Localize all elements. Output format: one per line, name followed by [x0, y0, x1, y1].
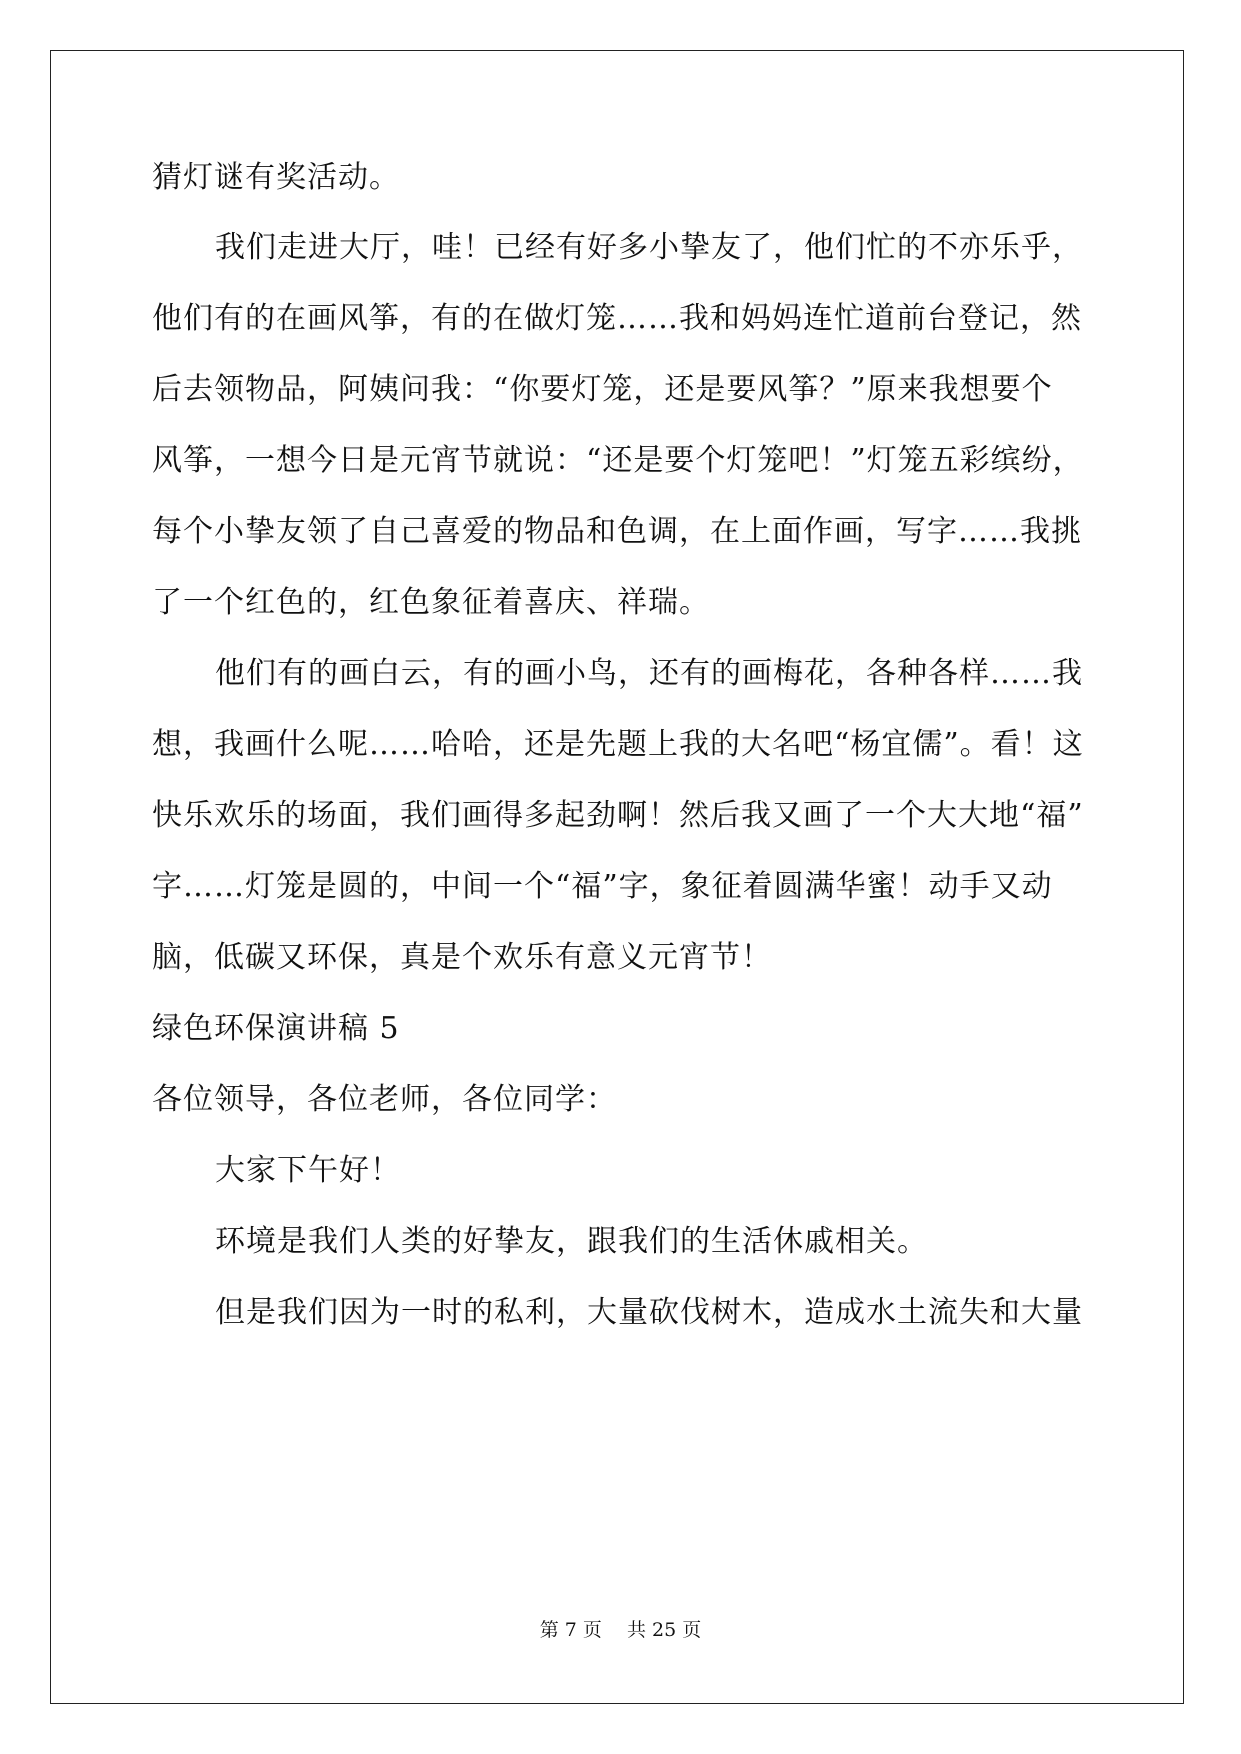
text-line: 猜灯谜有奖活动。 [152, 160, 400, 195]
salutation: 各位领导，各位老师，各位同学： [152, 1082, 617, 1117]
text-line: 风筝，一想今日是元宵节就说：“还是要个灯笼吧！”灯笼五彩缤纷， [152, 443, 1084, 478]
text-line: 想，我画什么呢……哈哈，还是先题上我的大名吧“杨宜儒”。看！这 [152, 727, 1084, 762]
text-line: 但是我们因为一时的私利，大量砍伐树木，造成水土流失和大量 [215, 1295, 1083, 1330]
section-heading: 绿色环保演讲稿 5 [152, 1011, 400, 1046]
text-line: 后去领物品，阿姨问我：“你要灯笼，还是要风筝？”原来我想要个 [152, 372, 1053, 407]
text-line: 他们有的在画风筝，有的在做灯笼……我和妈妈连忙道前台登记，然 [152, 301, 1082, 336]
text-line: 字……灯笼是圆的，中间一个“福”字，象征着圆满华蜜！动手又动 [152, 869, 1053, 904]
text-line: 了一个红色的，红色象征着喜庆、祥瑞。 [152, 585, 710, 620]
text-line: 快乐欢乐的场面，我们画得多起劲啊！然后我又画了一个大大地“福” [152, 798, 1084, 833]
text-line: 环境是我们人类的好挚友，跟我们的生活休戚相关。 [215, 1224, 928, 1259]
text-line: 脑，低碳又环保，真是个欢乐有意义元宵节！ [152, 940, 772, 975]
greeting: 大家下午好！ [215, 1153, 401, 1188]
text-line: 我们走进大厅，哇！已经有好多小挚友了，他们忙的不亦乐乎， [215, 230, 1083, 265]
text-line: 他们有的画白云，有的画小鸟，还有的画梅花，各种各样……我 [215, 656, 1083, 691]
text-line: 每个小挚友领了自己喜爱的物品和色调，在上面作画，写字……我挑 [152, 514, 1082, 549]
page-number-footer: 第 7 页 共 25 页 [539, 1619, 702, 1641]
